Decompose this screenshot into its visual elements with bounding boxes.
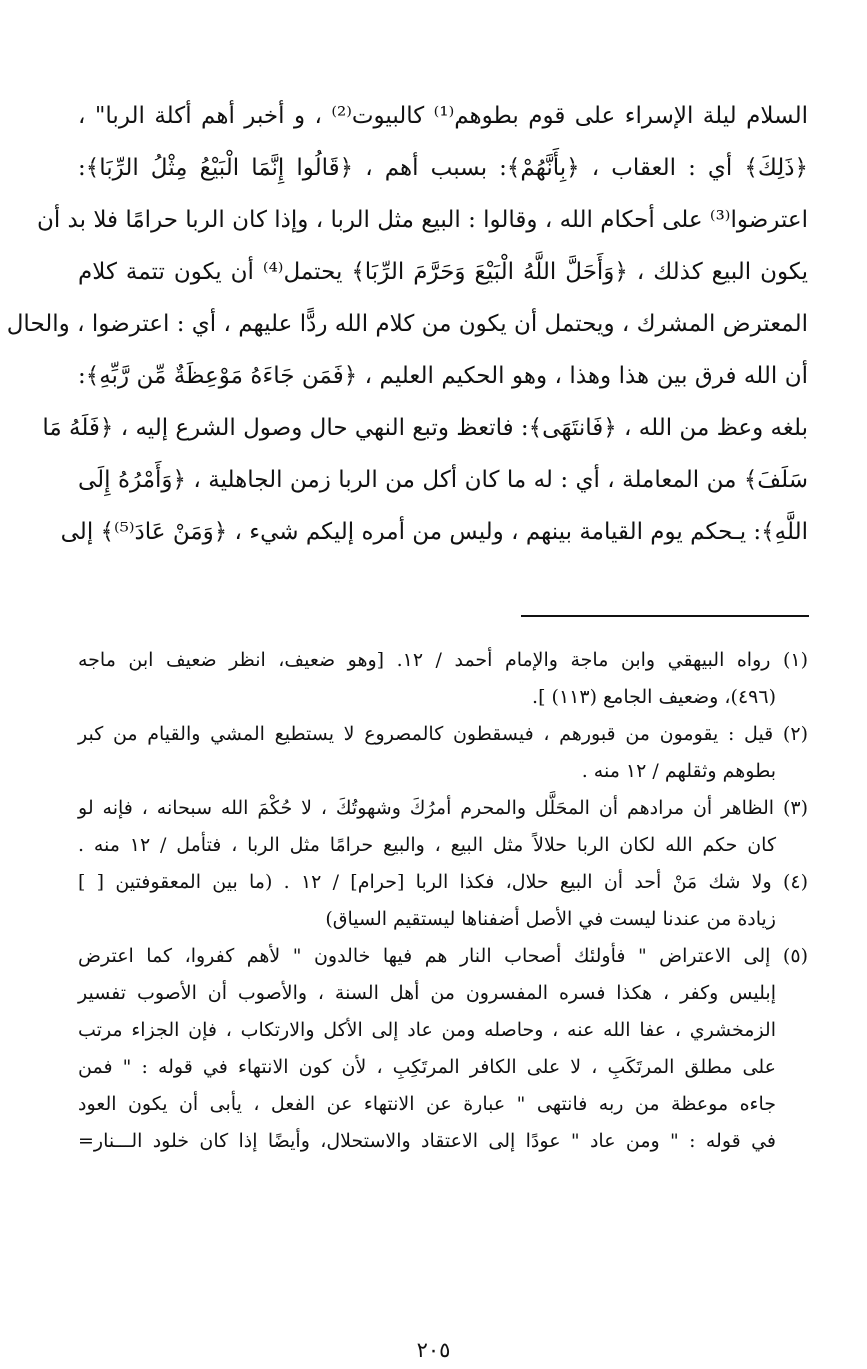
footnote-line: كان حكم الله لكان الربا حلالاً مثل البيع ، والبيع حرامًا مثل الربا ، فتأمل / ١٢ منه . [78, 834, 776, 856]
footnote-line: على مطلق المرتَكَبِ ، لا على الكافر المرتَكِبِ ، لأن كون الانتهاء في قوله : " فمن [78, 1056, 776, 1078]
main-line: اعترضوا⁽³⁾ على أحكام الله ، وقالوا : البيع مثل الربا ، وإذا كان الربا حرامًا فلا بد أن [36, 207, 808, 233]
footnote-1 [78, 642, 808, 716]
footnote-2 [78, 716, 808, 790]
footnote-line: في قوله : " ومن عاد " عودًا إلى الاعتقاد والاستحلال، وأيضًا إذا كان خلود الـــنار= [78, 1130, 776, 1152]
footnote-line: (٥) إلى الاعتراض " فأولئك أصحاب النار هم فيها خالدون " لأهم كفروا، كما اعترض [78, 945, 808, 967]
page-number: ٢٠٥ [416, 1338, 451, 1362]
footnote-separator [521, 615, 809, 617]
footnote-4 [78, 864, 808, 938]
main-line: يكون البيع كذلك ، ﴿وَأَحَلَّ اللَّهُ الْبَيْعَ وَحَرَّمَ الرِّبَا﴾ يحتمل⁽⁴⁾ أن يكون تتمة كلام [78, 259, 808, 285]
footnote-line: (٤٩٦)، وضعيف الجامع (١١٣) ]. [532, 686, 776, 708]
footnote-line: بطوهم وثقلهم / ١٢ منه . [581, 760, 776, 782]
footnote-line: إبليس وكفر ، هكذا فسره المفسرون من أهل السنة ، والأصوب أن الأصوب تفسير [78, 982, 776, 1004]
main-line: أن الله فرق بين هذا وهذا ، وهو الحكيم العليم ، ﴿فَمَن جَاءَهُ مَوْعِظَةٌ مِّن رَّبِّهِ﴾: [78, 363, 808, 389]
main-text [6, 90, 808, 558]
main-line: سَلَفَ﴾ من المعاملة ، أي : له ما كان أكل من الربا زمن الجاهلية ، ﴿وَأَمْرُهُ إِلَى [78, 467, 808, 493]
main-line: بلغه وعظ من الله ، ﴿فَانتَهَى﴾: فاتعظ وتبع النهي حال وصول الشرع إليه ، ﴿فَلَهُ مَا [42, 415, 808, 441]
main-line: المعترض المشرك ، ويحتمل أن يكون من كلام الله ردًّا عليهم ، أي : اعترضوا ، والحال [6, 311, 808, 337]
footnote-line: زيادة من عندنا ليست في الأصل أضفناها ليستقيم السياق) [325, 908, 776, 930]
main-line: السلام ليلة الإسراء على قوم بطوهم⁽¹⁾ كالبيوت⁽²⁾ ، و أخبر أهم أكلة الربا" ، [78, 103, 808, 129]
footnote-line: (٤) ولا شك مَنْ أحد أن البيع حلال، فكذا الربا [حرام] / ١٢ . (ما بين المعقوفتين [ ] [78, 871, 808, 893]
footnote-5 [78, 938, 808, 1160]
footnote-line: الزمخشري ، عفا الله عنه ، وحاصله ومن عاد إلى الأكل والارتكاب ، فإن الجزاء مرتب [78, 1019, 776, 1041]
footnote-line: (٢) قيل : يقومون من قبورهم ، فيسقطون كالمصروع لا يستطيع المشي والقيام من كبر [78, 723, 808, 745]
main-line: اللَّهِ﴾: يـحكم يوم القيامة بينهم ، وليس من أمره إليكم شيء ، ﴿وَمَنْ عَادَ⁽⁵⁾﴾ إلى [60, 519, 808, 545]
footnote-line: جاءه موعظة من ربه فانتهى " عبارة عن الانتهاء عن الفعل ، يأبى أن يكون العود [78, 1093, 776, 1115]
footnote-line: (١) رواه البيهقي وابن ماجة والإمام أحمد / ١٢. [وهو ضعيف، انظر ضعيف ابن ماجه [78, 649, 808, 671]
main-line: ﴿ذَلِكَ﴾ أي : العقاب ، ﴿بِأَنَّهُمْ﴾: بسبب أهم ، ﴿قَالُوا إِنَّمَا الْبَيْعُ مِثْلُ الرِّبَا﴾: [78, 155, 808, 181]
footnote-3 [78, 790, 808, 864]
footnotes [78, 642, 808, 1160]
footnote-line: (٣) الظاهر أن مرادهم أن المحَلَّل والمحرم أمرُكَ وشهوتُكَ ، لا حُكْمَ الله سبحانه ، فإنه لو [78, 797, 808, 819]
